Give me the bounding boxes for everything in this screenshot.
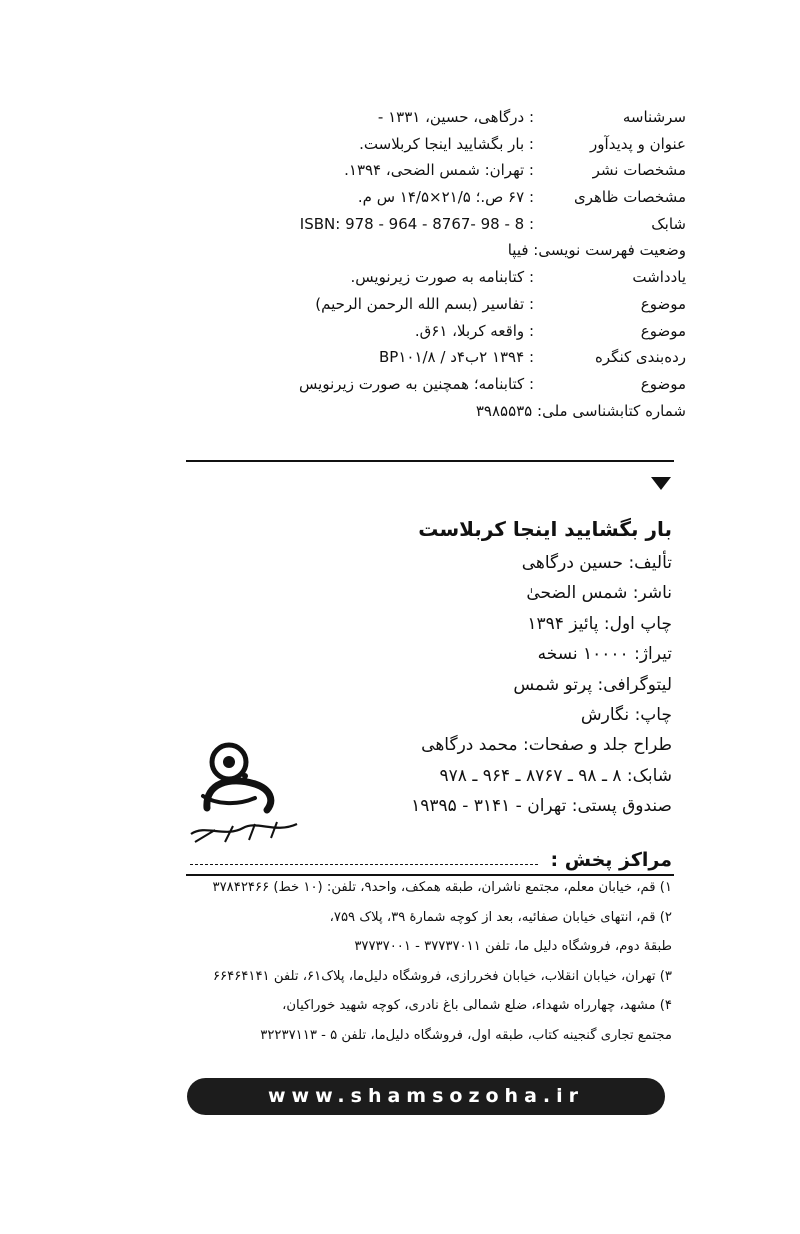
cip-row-subject [280, 371, 686, 398]
colophon-author: تألیف: حسین درگاهی [521, 553, 672, 573]
cip-row-national-number [280, 398, 686, 425]
cip-row-note [280, 264, 686, 291]
website-banner [187, 1078, 665, 1115]
distribution-line: مجتمع تجاری گنجینه کتاب، طبقه اول، فروشگاه دلیل‌ما، تلفن ۵ - ۳۲۲۳۷۱۱۳ [260, 1027, 672, 1043]
distribution-line: ۳) تهران، خیابان انقلاب، خیابان فخررازی، فروشگاه دلیل‌ما، پلاک۶۱، تلفن ۶۶۴۶۴۱۴۱ [212, 968, 672, 984]
cip-label: مشخصات نشر [592, 161, 686, 180]
colophon-po-box: صندوق پستی: تهران - ۳۱۴۱ - ۱۹۳۹۵ [411, 796, 672, 817]
cip-row-publication [280, 157, 686, 184]
triangle-marker-icon [651, 477, 671, 490]
cip-label: سرشناسه [622, 108, 686, 126]
colophon-publisher: ناشر: شمس الضحیٰ [526, 583, 672, 604]
cip-value: : ۶۷ ص.؛ ۲۱/۵×۱۴/۵ س م. [357, 188, 534, 207]
cip-value: وضعیت فهرست نویسی: فیپا [507, 241, 686, 260]
distribution-line: طبقهٔ دوم، فروشگاه دلیل ما، تلفن ۳۷۷۳۷۰۱۱ - ۳۷۷۳۷۰۰۱ [354, 939, 672, 954]
dashed-leader [190, 864, 538, 865]
section-divider [186, 460, 674, 462]
colophon-lithography: لیتوگرافی: پرتو شمس [513, 674, 672, 695]
cip-row-subject [280, 291, 686, 318]
distribution-line: ۲) قم، انتهای خیابان صفائیه، بعد از کوچه شمارهٔ ۳۹، پلاک ۷۵۹، [329, 909, 672, 925]
cip-value: : تفاسیر (بسم الله الرحمن الرحیم) [315, 294, 534, 313]
colophon-isbn: شابک: ۸ ـ ۹۸ ـ ۸۷۶۷ ـ ۹۶۴ ـ ۹۷۸ [439, 765, 672, 786]
cip-label: مشخصات ظاهری [573, 188, 686, 207]
cip-label: موضوع [640, 294, 686, 313]
cip-value: : کتابنامه؛ همچنین به صورت زیرنویس [299, 374, 534, 393]
cip-row-title [280, 131, 686, 158]
cip-label: یادداشت [632, 268, 686, 287]
cip-value: شماره کتابشناسی ملی: ۳۹۸۵۵۳۵ [475, 401, 686, 420]
cip-label: موضوع [640, 374, 686, 393]
cip-row-subject [280, 318, 686, 345]
cip-label: رده‌بندی کنگره [595, 348, 686, 367]
colophon-designer: طراح جلد و صفحات: محمد درگاهی [421, 735, 672, 756]
cip-value: : کتابنامه به صورت زیرنویس. [350, 268, 534, 287]
website-url[interactable]: www.shamsozoha.ir [267, 1085, 585, 1107]
cip-value: : واقعه کربلا، ۶۱ق. [414, 321, 534, 340]
colophon-print-run: تیراژ: ۱۰۰۰۰ نسخه [537, 644, 672, 665]
cip-value: : بار بگشایید اینجا کربلاست. [359, 134, 534, 153]
distribution-line: ۱) قم، خیابان معلم، مجتمع ناشران، طبقه همکف، واحد۹، تلفن: (۱۰ خط) ۳۷۸۴۲۴۶۶ [212, 880, 672, 895]
book-title: بار بگشایید اینجا کربلاست [418, 517, 672, 541]
cip-value: : ISBN: 978 - 964 - 8767- 98 - 8 [299, 214, 534, 233]
distribution-header [186, 846, 672, 876]
publisher-seal-icon [185, 738, 305, 848]
cip-value: : ۱۳۹۴ ۲ب۴د / BP۱۰۱/۸ [379, 348, 534, 367]
cip-value: : تهران: شمس الضحی، ۱۳۹۴. [344, 161, 534, 180]
cip-label: شابک [651, 214, 686, 233]
cip-row-isbn [280, 211, 686, 238]
cip-row-classification [280, 344, 686, 371]
distribution-title: مراکز پخش : [550, 849, 672, 871]
cip-label: موضوع [640, 321, 686, 340]
cip-row-heading [280, 104, 686, 131]
colophon-edition: چاپ اول: پائیز ۱۳۹۴ [527, 613, 672, 634]
cataloging-block [280, 104, 686, 424]
cip-value: : درگاهی، حسین، ۱۳۳۱ - [377, 108, 534, 126]
cip-row-status [280, 237, 686, 264]
cip-row-physical [280, 184, 686, 211]
distribution-line: ۴) مشهد، چهارراه شهداء، ضلع شمالی باغ نادری، کوچه شهید خوراکیان، [282, 998, 672, 1013]
colophon-printer: چاپ: نگارش [580, 704, 672, 725]
distribution-list [186, 874, 672, 1051]
cip-label: عنوان و پدیدآور [590, 134, 686, 153]
